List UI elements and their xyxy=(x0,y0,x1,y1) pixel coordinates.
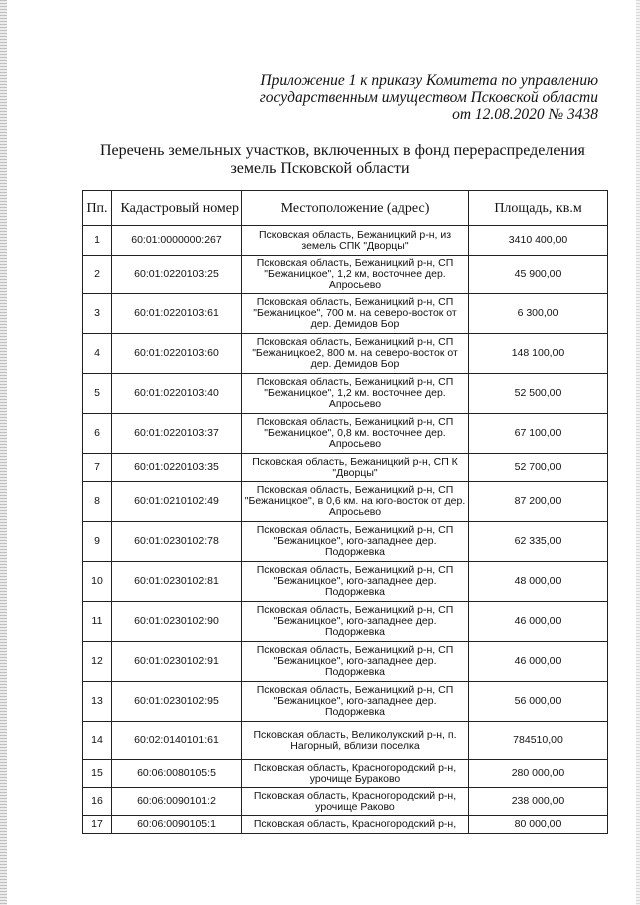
cadastral-number: 60:01:0220103:40 xyxy=(112,374,242,414)
cadastral-number: 60:01:0220103:37 xyxy=(112,414,242,454)
cadastral-number: 60:06:0090101:2 xyxy=(112,788,242,816)
plot-area: 238 000,00 xyxy=(469,788,608,816)
row-number: 8 xyxy=(83,482,112,522)
cadastral-number: 60:01:0230102:95 xyxy=(112,682,242,722)
plot-area: 6 300,00 xyxy=(469,294,608,334)
cadastral-number: 60:01:0220103:35 xyxy=(112,454,242,482)
plot-location: Псковская область, Бежаницкий р-н, СП "Бежаницкое", юго-западнее дер. Подоржевка xyxy=(242,602,469,642)
cadastral-number: 60:01:0230102:81 xyxy=(112,562,242,602)
document-title xyxy=(100,142,585,178)
plot-area: 3410 400,00 xyxy=(469,226,608,256)
row-number: 4 xyxy=(83,334,112,374)
plot-area: 45 900,00 xyxy=(469,256,608,294)
title-line-2: земель Псковской области xyxy=(230,160,410,177)
table-row xyxy=(83,788,608,816)
row-number: 16 xyxy=(83,788,112,816)
plot-location: Псковская область, Красногородский р-н, урочище Раково xyxy=(242,788,469,816)
row-number: 17 xyxy=(83,816,112,834)
row-number: 9 xyxy=(83,522,112,562)
annex-line-2: государственным имуществом Псковской области xyxy=(259,89,598,106)
plot-location: Псковская область, Бежаницкий р-н, СП "Бежаницкое2, 800 м. на северо-восток от дер. Демидов Бор xyxy=(242,334,469,374)
plot-area: 46 000,00 xyxy=(469,602,608,642)
cadastral-number: 60:01:0220103:25 xyxy=(112,256,242,294)
plot-location: Псковская область, Великолукский р-н, п. Нагорный, вблизи поселка xyxy=(242,722,469,760)
table-header-row xyxy=(83,191,608,226)
table-row xyxy=(83,294,608,334)
plot-area: 87 200,00 xyxy=(469,482,608,522)
table-row xyxy=(83,414,608,454)
header-area: Площадь, кв.м xyxy=(469,191,608,226)
table-row xyxy=(83,562,608,602)
plot-area: 80 000,00 xyxy=(469,816,608,834)
plot-area: 46 000,00 xyxy=(469,642,608,682)
annex-line-3: от 12.08.2020 № 3438 xyxy=(452,106,598,123)
plot-area: 62 335,00 xyxy=(469,522,608,562)
cadastral-number: 60:01:0000000:267 xyxy=(112,226,242,256)
plot-area: 52 700,00 xyxy=(469,454,608,482)
plot-area: 67 100,00 xyxy=(469,414,608,454)
land-plots-table xyxy=(82,190,608,834)
row-number: 7 xyxy=(83,454,112,482)
table-row xyxy=(83,334,608,374)
table-row xyxy=(83,760,608,788)
plot-location: Псковская область, Бежаницкий р-н, СП "Бежаницкое", 1,2 км. восточнее дер. Апросьево xyxy=(242,374,469,414)
title-line-1: Перечень земельных участков, включенных в фонд перераспределения xyxy=(100,142,585,159)
plot-area: 784510,00 xyxy=(469,722,608,760)
row-number: 2 xyxy=(83,256,112,294)
table-row xyxy=(83,642,608,682)
cadastral-number: 60:01:0220103:60 xyxy=(112,334,242,374)
table-row xyxy=(83,256,608,294)
row-number: 3 xyxy=(83,294,112,334)
plot-area: 280 000,00 xyxy=(469,760,608,788)
scan-edge-right xyxy=(636,0,640,905)
table-row xyxy=(83,454,608,482)
plot-area: 52 500,00 xyxy=(469,374,608,414)
plot-location: Псковская область, Бежаницкий р-н, СП "Бежаницкое", 1,2 км, восточнее дер. Апросьево xyxy=(242,256,469,294)
plot-area: 56 000,00 xyxy=(469,682,608,722)
cadastral-number: 60:01:0230102:91 xyxy=(112,642,242,682)
table-body xyxy=(83,226,608,834)
annex-line-1: Приложение 1 к приказу Комитета по управлению xyxy=(260,72,598,89)
cadastral-number: 60:01:0230102:90 xyxy=(112,602,242,642)
plot-location: Псковская область, Бежаницкий р-н, СП "Бежаницкое", юго-западнее дер. Подоржевка xyxy=(242,522,469,562)
header-location: Местоположение (адрес) xyxy=(242,191,469,226)
header-cadastral: Кадастровый номер xyxy=(112,191,242,226)
cadastral-number: 60:01:0220103:61 xyxy=(112,294,242,334)
cadastral-number: 60:02:0140101:61 xyxy=(112,722,242,760)
table-row xyxy=(83,374,608,414)
annex-note xyxy=(220,72,598,123)
row-number: 11 xyxy=(83,602,112,642)
plot-location: Псковская область, Бежаницкий р-н, СП "Бежаницкое", юго-западнее дер. Подоржевка xyxy=(242,642,469,682)
cadastral-number: 60:01:0210102:49 xyxy=(112,482,242,522)
plot-location: Псковская область, Бежаницкий р-н, СП К "Дворцы" xyxy=(242,454,469,482)
plot-location: Псковская область, Красногородский р-н, xyxy=(242,816,469,834)
plot-location: Псковская область, Красногородский р-н, урочище Бураково xyxy=(242,760,469,788)
row-number: 14 xyxy=(83,722,112,760)
table-row xyxy=(83,722,608,760)
plot-location: Псковская область, Бежаницкий р-н, СП "Бежаницкое", 0,8 км. восточнее дер. Апросьево xyxy=(242,414,469,454)
row-number: 13 xyxy=(83,682,112,722)
row-number: 6 xyxy=(83,414,112,454)
row-number: 1 xyxy=(83,226,112,256)
row-number: 5 xyxy=(83,374,112,414)
row-number: 10 xyxy=(83,562,112,602)
row-number: 15 xyxy=(83,760,112,788)
cadastral-number: 60:01:0230102:78 xyxy=(112,522,242,562)
table-row xyxy=(83,226,608,256)
plot-location: Псковская область, Бежаницкий р-н, из земель СПК "Дворцы" xyxy=(242,226,469,256)
plot-location: Псковская область, Бежаницкий р-н, СП "Бежаницкое", юго-западнее дер. Подоржевка xyxy=(242,682,469,722)
table-row xyxy=(83,522,608,562)
cadastral-number: 60:06:0080105:5 xyxy=(112,760,242,788)
table-row xyxy=(83,602,608,642)
plot-location: Псковская область, Бежаницкий р-н, СП "Бежаницкое", юго-западнее дер. Подоржевка xyxy=(242,562,469,602)
row-number: 12 xyxy=(83,642,112,682)
scan-edge-left xyxy=(0,0,7,905)
table-row xyxy=(83,482,608,522)
plot-area: 48 000,00 xyxy=(469,562,608,602)
header-num: Пп. xyxy=(83,191,112,226)
table-row xyxy=(83,816,608,834)
cadastral-number: 60:06:0090105:1 xyxy=(112,816,242,834)
table-row xyxy=(83,682,608,722)
plot-area: 148 100,00 xyxy=(469,334,608,374)
plot-location: Псковская область, Бежаницкий р-н, СП "Бежаницкое", в 0,6 км. на юго-восток от дер. Апросьево xyxy=(242,482,469,522)
plot-location: Псковская область, Бежаницкий р-н, СП "Бежаницкое", 700 м. на северо-восток от дер. Демидов Бор xyxy=(242,294,469,334)
